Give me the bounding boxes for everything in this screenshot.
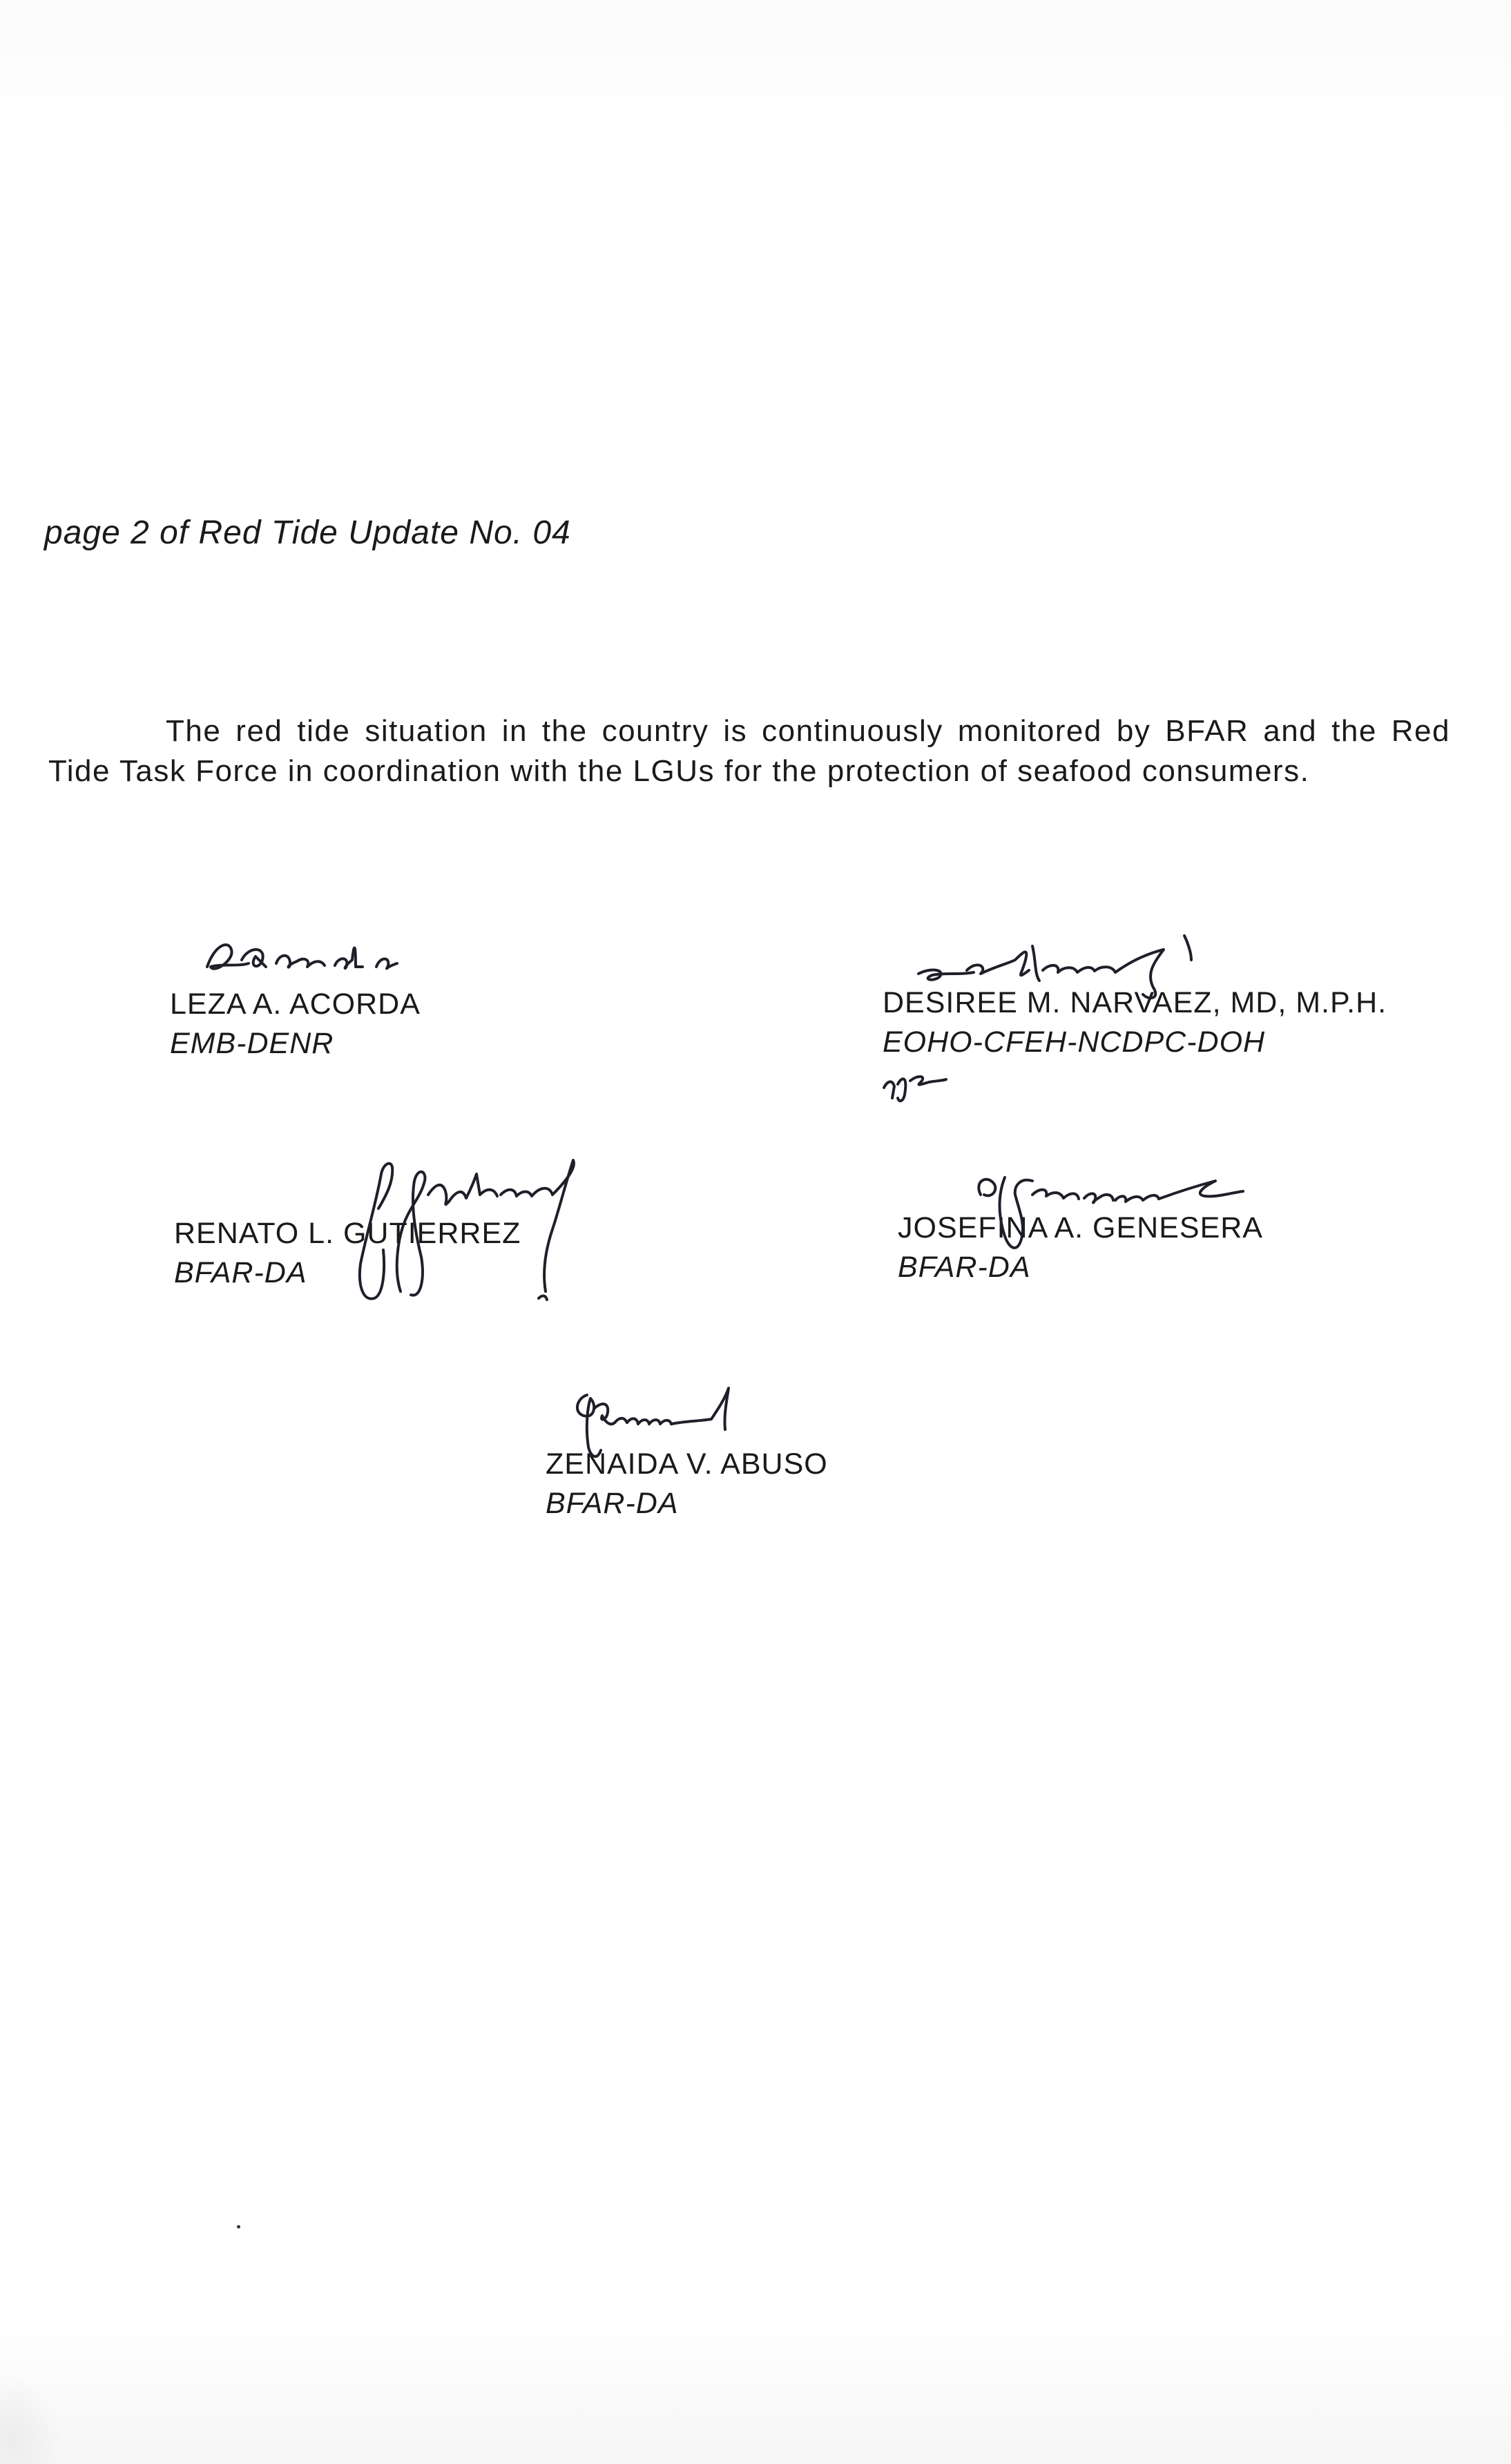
signatory-acorda bbox=[170, 988, 421, 1061]
signature-acorda bbox=[200, 925, 428, 988]
signatory-office: EOHO-CFEH-NCDPC-DOH bbox=[883, 1026, 1266, 1059]
stray-dot bbox=[237, 2225, 240, 2229]
signatory-name: JOSEFINA A. GENESERA bbox=[898, 1211, 1263, 1244]
signature-gutierrez bbox=[345, 1153, 594, 1319]
page-header: page 2 of Red Tide Update No. 04 bbox=[44, 514, 571, 551]
body-paragraph: The red tide situation in the country is continuously monitored by BFAR and the Red Tide Task Force in coordination with the LGUs for the protection of seafood consumers. bbox=[48, 714, 1450, 788]
signatory-name: LEZA A. ACORDA bbox=[170, 988, 421, 1021]
signature-abuso bbox=[566, 1381, 767, 1471]
initials-mark bbox=[877, 1060, 953, 1108]
signatory-office: BFAR-DA bbox=[546, 1487, 679, 1520]
signatory-office: BFAR-DA bbox=[898, 1251, 1031, 1284]
signatory-office: EMB-DENR bbox=[170, 1027, 334, 1060]
signatory-name: DESIREE M. NARVAEZ, MD, M.P.H. bbox=[883, 986, 1387, 1019]
signatory-office: BFAR-DA bbox=[174, 1256, 307, 1289]
signature-narvaez bbox=[912, 932, 1215, 1008]
signatory-name: RENATO L. GUTIERREZ bbox=[174, 1217, 521, 1250]
page-smudge bbox=[0, 2376, 62, 2464]
signature-genesera bbox=[967, 1167, 1257, 1264]
signatory-name: ZENAIDA V. ABUSO bbox=[546, 1447, 828, 1481]
